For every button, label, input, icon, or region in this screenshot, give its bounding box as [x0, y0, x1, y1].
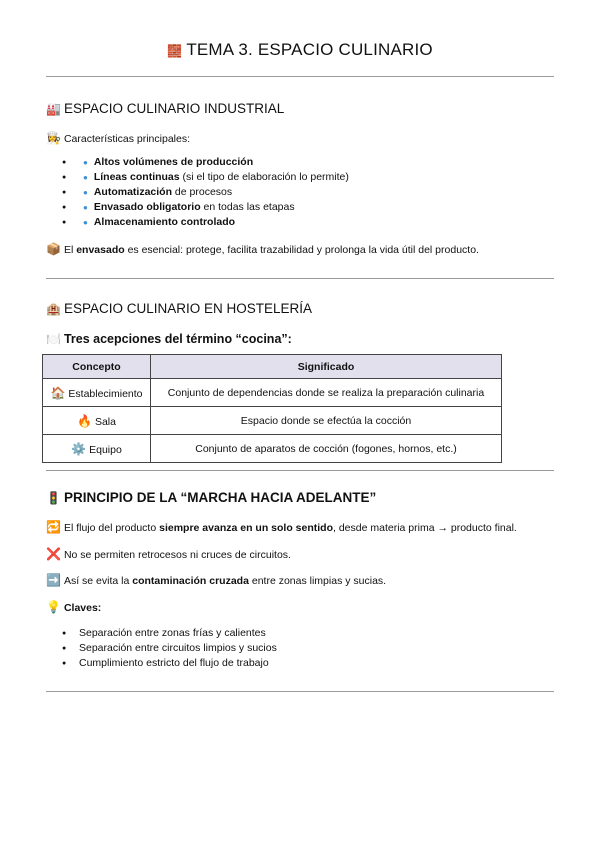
brick-icon: 🧱 — [167, 44, 183, 58]
factory-icon: 🏭 — [46, 102, 61, 116]
lightbulb-icon: 💡 — [46, 600, 61, 614]
claves-list — [62, 626, 277, 671]
package-icon: 📦 — [46, 242, 61, 256]
section-heading-industrial: 🏭 ESPACIO CULINARIO INDUSTRIAL — [46, 101, 285, 116]
claves-label: 💡 Claves: — [46, 600, 102, 614]
column-header: Concepto — [43, 355, 151, 379]
cocina-subheading: 🍽️ Tres acepciones del término “cocina”: — [46, 332, 292, 346]
traffic-light-icon: 🚦 — [46, 491, 61, 505]
table-header-row — [43, 355, 502, 379]
principio-paragraph-1: 🔁 El flujo del producto siempre avanza en un solo sentido, desde materia prima → producto final. — [46, 520, 517, 534]
page-title-text: TEMA 3. ESPACIO CULINARIO — [186, 40, 433, 59]
table-row — [43, 435, 502, 463]
arrow-right-icon: ➡️ — [46, 573, 61, 587]
hotel-icon: 🏨 — [46, 302, 61, 316]
features-subtitle: 👩‍🍳 Características principales: — [46, 131, 190, 145]
list-item: ● ● Líneas continuas (si el tipo de elaboración lo permite) — [62, 170, 349, 185]
list-item: ● ● Altos volúmenes de producción — [62, 155, 349, 170]
features-list — [62, 155, 349, 230]
divider — [46, 691, 554, 692]
table-cell: Conjunto de dependencias donde se realiza la preparación culinaria — [151, 379, 502, 407]
fire-icon: 🔥 — [77, 413, 92, 428]
house-icon: 🏠 — [50, 385, 66, 400]
table-row — [43, 379, 502, 407]
table-cell: 🏠 Establecimiento — [43, 379, 151, 407]
gear-icon: ⚙️ — [71, 441, 87, 456]
divider — [46, 470, 554, 471]
principio-paragraph-2: ❌ No se permiten retrocesos ni cruces de circuitos. — [46, 547, 291, 561]
list-item: ● Separación entre zonas frías y calientes — [62, 626, 277, 641]
table-row — [43, 407, 502, 435]
column-header: Significado — [151, 355, 502, 379]
list-item: ● ● Almacenamiento controlado — [62, 215, 349, 230]
repeat-icon: 🔁 — [46, 520, 61, 534]
principio-paragraph-3: ➡️ Así se evita la contaminación cruzada entre zonas limpias y sucias. — [46, 573, 387, 587]
cook-icon: 👩‍🍳 — [46, 131, 61, 145]
table-cell: ⚙️ Equipo — [43, 435, 151, 463]
table-cell: Espacio donde se efectúa la cocción — [151, 407, 502, 435]
list-item: ● Cumplimiento estricto del flujo de trabajo — [62, 656, 277, 671]
divider — [46, 76, 554, 77]
page-title — [0, 40, 600, 60]
cross-icon: ❌ — [46, 547, 61, 561]
cocina-table — [42, 354, 502, 463]
divider — [46, 278, 554, 279]
section-heading-hosteleria: 🏨 ESPACIO CULINARIO EN HOSTELERÍA — [46, 301, 313, 316]
table-cell: Conjunto de aparatos de cocción (fogones, hornos, etc.) — [151, 435, 502, 463]
list-item: ● ● Envasado obligatorio en todas las etapas — [62, 200, 349, 215]
table-cell: 🔥 Sala — [43, 407, 151, 435]
plate-icon: 🍽️ — [46, 332, 61, 346]
section-heading-principio: 🚦 PRINCIPIO DE LA “MARCHA HACIA ADELANTE” — [46, 490, 377, 505]
packaging-note: 📦 El envasado es esencial: protege, facilita trazabilidad y prolonga la vida útil del producto. — [46, 242, 479, 256]
list-item: ● ● Automatización de procesos — [62, 185, 349, 200]
list-item: ● Separación entre circuitos limpios y sucios — [62, 641, 277, 656]
